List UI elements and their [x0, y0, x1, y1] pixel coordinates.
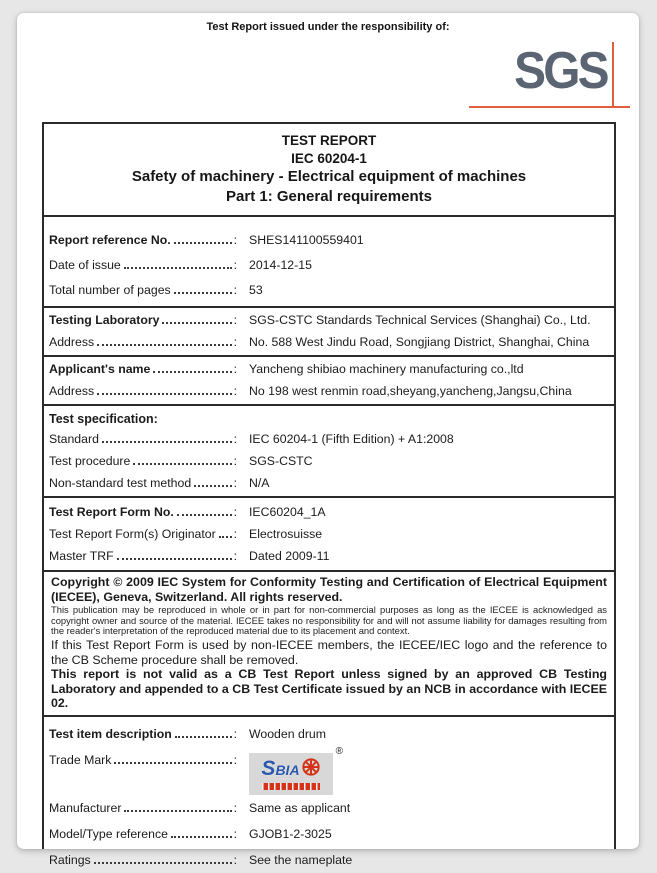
- field-value: Wooden drum: [249, 727, 327, 742]
- sgs-logo-horizontal-line: [469, 106, 630, 108]
- field-colon: :: [233, 527, 237, 542]
- title-section: [44, 124, 614, 215]
- field-colon: :: [233, 313, 237, 328]
- field-colon: :: [233, 362, 237, 377]
- title-standard-number: IEC 60204-1: [291, 150, 367, 166]
- field-label-wrap: [49, 727, 237, 741]
- testing-laboratory-section: [44, 306, 614, 355]
- field-label-wrap: [49, 801, 237, 815]
- trademark-logo-top: [261, 757, 320, 780]
- dot-leader: [124, 267, 232, 269]
- field-value: Dated 2009-11: [249, 549, 330, 564]
- field-label: Standard: [49, 432, 99, 447]
- dot-leader: [133, 463, 231, 465]
- dot-leader: [219, 536, 232, 538]
- field-value: IEC60204_1A: [249, 505, 326, 520]
- field-value: See the nameplate: [249, 853, 353, 868]
- field-colon: :: [233, 282, 237, 297]
- field-colon: :: [233, 257, 237, 272]
- field-label: Model/Type reference: [49, 827, 168, 842]
- field-label: Applicant's name: [49, 362, 151, 377]
- title-standard-name: Safety of machinery - Electrical equipment of machines: [131, 168, 527, 186]
- title-part: Part 1: General requirements: [226, 187, 432, 205]
- row-form-originator: [44, 523, 614, 545]
- row-non-standard-test-method: [44, 472, 614, 494]
- row-date-of-issue: [44, 252, 614, 277]
- registered-mark: ®: [335, 746, 343, 758]
- copyright-notice: Copyright © 2009 IEC System for Conformity Testing and Certification of Electrical Equipment (IECEE), Geneva, Switzerland. All rights reserved.: [51, 575, 607, 604]
- field-label-wrap: [49, 258, 237, 272]
- row-master-trf: [44, 545, 614, 567]
- dot-leader: [162, 322, 231, 324]
- field-value: SHES141100559401: [249, 232, 364, 247]
- issued-under-responsibility-line: Test Report issued under the responsibility of:: [206, 21, 450, 33]
- field-label: Test item description: [49, 727, 172, 742]
- report-page: [17, 13, 639, 868]
- field-colon: :: [233, 549, 237, 564]
- trademark-wheel-icon: [301, 757, 321, 780]
- dot-leader: [153, 371, 231, 373]
- row-applicant-name: [44, 358, 614, 380]
- field-label-wrap: [49, 527, 237, 541]
- row-ratings: [44, 847, 614, 873]
- dot-leader: [174, 292, 232, 294]
- field-label-wrap: [49, 384, 237, 398]
- row-manufacturer: [44, 795, 614, 821]
- trademark-logo: [249, 746, 343, 795]
- dot-leader: [102, 441, 232, 443]
- field-label: Manufacturer: [49, 801, 122, 816]
- field-label-wrap: [49, 476, 237, 490]
- copyright-validity-note: This report is not valid as a CB Test Report unless signed by an approved CB Testing Laboratory and appended to a CB Test Certificate issued by an NCB in accordance with IECEE 02.: [51, 667, 607, 711]
- report-info-section: [44, 215, 614, 306]
- applicant-section: [44, 355, 614, 404]
- field-value: SGS-CSTC Standards Technical Services (Shanghai) Co., Ltd.: [249, 313, 591, 328]
- dot-leader: [177, 514, 232, 516]
- test-specification-section: [44, 404, 614, 496]
- sgs-logo: [457, 37, 627, 113]
- field-label: Test Report Form No.: [49, 505, 174, 520]
- field-label: Non-standard test method: [49, 476, 192, 491]
- field-label: Total number of pages: [49, 282, 171, 297]
- row-test-report-form-no: [44, 501, 614, 523]
- field-label-wrap: [49, 549, 237, 563]
- field-label-wrap: [49, 753, 237, 767]
- sgs-logo-vertical-line: [612, 42, 614, 108]
- copyright-fine-print: This publication may be reproduced in whole or in part for non-commercial purposes as long as the IECEE is acknowledged as copyright owner and source of the material. IECEE takes no responsibility for and will not assume liability for damages resulting from the reader's interpretation of the reproduced material due to its placement and context.: [51, 604, 607, 637]
- field-value: Same as applicant: [249, 801, 351, 816]
- field-value: 2014-12-15: [249, 257, 312, 272]
- field-label-wrap: [49, 335, 237, 349]
- dot-leader: [171, 836, 232, 838]
- field-colon: :: [233, 454, 237, 469]
- field-label: Test procedure: [49, 454, 131, 469]
- dot-leader: [97, 344, 231, 346]
- dot-leader: [124, 810, 231, 812]
- trademark-text: SBIA: [261, 757, 300, 781]
- field-colon: :: [233, 384, 237, 399]
- dot-leader: [97, 393, 231, 395]
- field-value: SGS-CSTC: [249, 454, 313, 469]
- row-lab-address: [44, 331, 614, 353]
- field-label: Test Report Form(s) Originator: [49, 527, 216, 542]
- field-colon: :: [233, 335, 237, 350]
- row-standard: [44, 428, 614, 450]
- field-label-wrap: [49, 362, 237, 376]
- dot-leader: [175, 736, 232, 738]
- field-label: Master TRF: [49, 549, 114, 564]
- copyright-removal-note: If this Test Report Form is used by non-IECEE members, the IECEE/IEC logo and the reference to the CB Scheme procedure shall be removed.: [51, 637, 607, 667]
- field-label-wrap: [49, 432, 237, 446]
- field-colon: :: [233, 232, 237, 247]
- field-label-wrap: [49, 505, 237, 519]
- field-label: Testing Laboratory: [49, 313, 160, 328]
- dot-leader: [117, 558, 232, 560]
- row-testing-laboratory: [44, 309, 614, 331]
- field-label: Date of issue: [49, 257, 121, 272]
- row-test-item-description: [44, 721, 614, 747]
- row-applicant-address: [44, 380, 614, 402]
- sgs-logo-text: SGS: [514, 42, 607, 100]
- test-specification-heading: Test specification:: [49, 412, 158, 427]
- field-colon: :: [233, 432, 237, 447]
- field-colon: :: [233, 505, 237, 520]
- field-value: N/A: [249, 476, 270, 491]
- test-report-form-section: [44, 496, 614, 570]
- field-label-wrap: [49, 454, 237, 468]
- field-label: Report reference No.: [49, 232, 171, 247]
- field-label-wrap: [49, 283, 237, 297]
- field-colon: :: [233, 476, 237, 491]
- test-item-section: [44, 715, 614, 873]
- row-model-type-reference: [44, 821, 614, 847]
- test-report-table: [42, 122, 616, 868]
- field-label-wrap: [49, 853, 237, 867]
- copyright-section: [44, 570, 614, 715]
- field-colon: :: [233, 801, 237, 816]
- title-test-report: TEST REPORT: [281, 133, 377, 148]
- field-label-wrap: [49, 827, 237, 841]
- field-value: IEC 60204-1 (Fifth Edition) + A1:2008: [249, 432, 454, 447]
- field-colon: :: [233, 853, 237, 868]
- field-label: Address: [49, 335, 95, 350]
- trademark-band: [260, 782, 322, 791]
- field-value: Yancheng shibiao machinery manufacturing co.,ltd: [249, 362, 524, 377]
- row-total-pages: [44, 277, 614, 302]
- field-label: Address: [49, 384, 95, 399]
- field-colon: :: [233, 827, 237, 842]
- field-value: No. 588 West Jindu Road, Songjiang District, Shanghai, China: [249, 335, 590, 350]
- field-label: Trade Mark: [49, 753, 112, 768]
- dot-leader: [174, 242, 232, 244]
- field-value: No 198 west renmin road,sheyang,yancheng,Jangsu,China: [249, 384, 572, 399]
- field-value: Electrosuisse: [249, 527, 323, 542]
- field-value: 53: [249, 282, 263, 297]
- trademark-logo-box: [249, 753, 333, 795]
- dot-leader: [114, 762, 231, 764]
- field-colon: :: [233, 727, 237, 742]
- dot-leader: [94, 862, 232, 864]
- field-label-wrap: [49, 313, 237, 327]
- field-value: GJOB1-2-3025: [249, 827, 332, 842]
- row-test-procedure: [44, 450, 614, 472]
- field-label: Ratings: [49, 853, 91, 868]
- dot-leader: [194, 485, 231, 487]
- row-report-reference-no: [44, 227, 614, 252]
- row-trade-mark: [44, 747, 614, 795]
- field-colon: :: [233, 753, 237, 768]
- field-label-wrap: [49, 233, 237, 247]
